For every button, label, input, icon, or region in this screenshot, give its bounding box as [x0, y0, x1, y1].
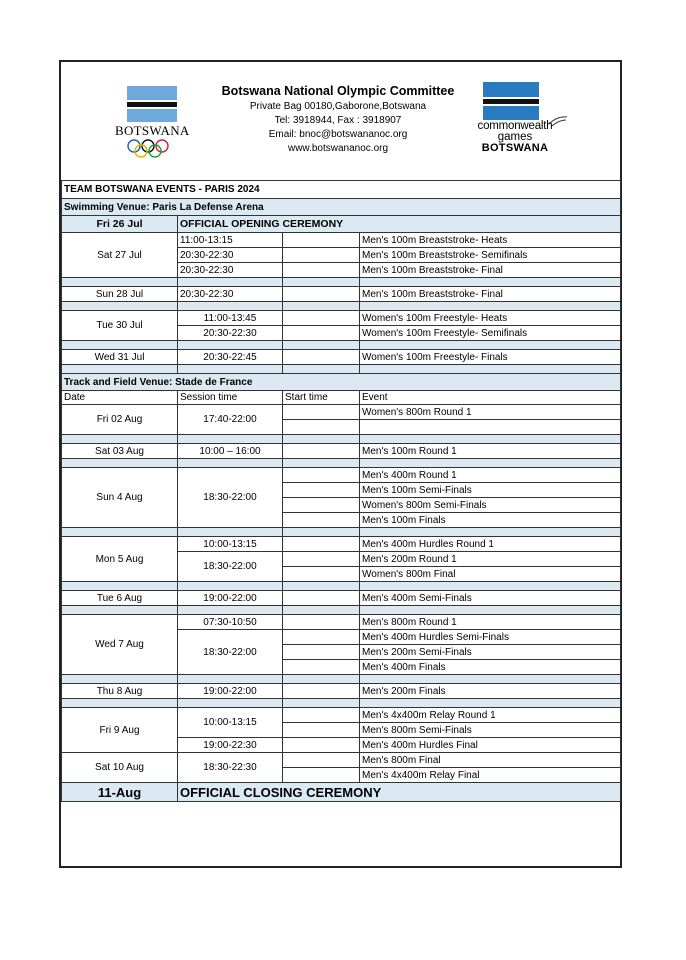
- day-date: Sun 28 Jul: [62, 287, 178, 302]
- athletics-event-row: [62, 444, 621, 459]
- session-time: 18:30-22:30: [178, 753, 283, 783]
- col-header-session: Session time: [178, 391, 283, 405]
- spacer-cell: [283, 606, 360, 615]
- swim-event-row: [62, 287, 621, 302]
- closing-ceremony-row: [62, 783, 621, 802]
- spacer-row: [62, 435, 621, 444]
- start-time-cell: [283, 483, 360, 498]
- event-name: Men's 200m Finals: [360, 684, 621, 699]
- day-date: Wed 7 Aug: [62, 615, 178, 675]
- spacer-cell: [360, 606, 621, 615]
- swim-event-row: [62, 350, 621, 365]
- event-name: Men's 400m Round 1: [360, 468, 621, 483]
- session-time: 18:30-22:00: [178, 630, 283, 675]
- spacer-cell: [360, 528, 621, 537]
- spacer-cell: [62, 435, 178, 444]
- event-name: Men's 100m Breaststroke- Semifinals: [360, 248, 621, 263]
- spacer-cell: [178, 528, 283, 537]
- event-name: Men's 800m Round 1: [360, 615, 621, 630]
- spacer-cell: [360, 302, 621, 311]
- athletics-event-row: [62, 684, 621, 699]
- session-time: 20:30-22:30: [178, 248, 283, 263]
- spacer-cell: [360, 699, 621, 708]
- event-name: Men's 400m Hurdles Final: [360, 738, 621, 753]
- start-time-cell: [283, 753, 360, 768]
- org-email: Email: bnoc@botswananoc.org: [268, 129, 408, 140]
- event-name: Men's 800m Final: [360, 753, 621, 768]
- event-name: Men's 4x400m Relay Final: [360, 768, 621, 783]
- spacer-cell: [283, 278, 360, 287]
- opening-ceremony-row: [62, 216, 621, 233]
- spacer-cell: [283, 528, 360, 537]
- spacer-cell: [360, 365, 621, 374]
- spacer-row: [62, 606, 621, 615]
- event-name: Men's 400m Hurdles Semi-Finals: [360, 630, 621, 645]
- spacer-cell: [178, 435, 283, 444]
- start-time-cell: [283, 513, 360, 528]
- table-title-row: [62, 181, 621, 199]
- athletics-event-row: [62, 537, 621, 552]
- session-time: 19:00-22:00: [178, 591, 283, 606]
- athletics-event-row: [62, 615, 621, 630]
- day-date: Tue 6 Aug: [62, 591, 178, 606]
- event-name: Women's 100m Freestyle- Finals: [360, 350, 621, 365]
- day-date: Tue 30 Jul: [62, 311, 178, 341]
- events-table-wrap: [61, 180, 620, 802]
- spacer-row: [62, 365, 621, 374]
- cwg-wordmark-line3: BOTSWANA: [481, 142, 549, 154]
- start-time-cell: [283, 537, 360, 552]
- opening-date: Fri 26 Jul: [62, 216, 178, 233]
- event-name: Men's 100m Breaststroke- Final: [360, 287, 621, 302]
- spacer-cell: [283, 435, 360, 444]
- opening-ceremony-label: OFFICIAL OPENING CEREMONY: [178, 216, 621, 233]
- start-time-cell: [283, 645, 360, 660]
- events-table: [61, 180, 621, 802]
- spacer-cell: [283, 302, 360, 311]
- swim-event-row: [62, 311, 621, 326]
- event-name: Men's 100m Breaststroke- Final: [360, 263, 621, 278]
- event-name: Men's 800m Semi-Finals: [360, 723, 621, 738]
- session-time: 18:30-22:00: [178, 552, 283, 582]
- spacer-cell: [62, 606, 178, 615]
- start-time-cell: [283, 444, 360, 459]
- session-time: 20:30-22:45: [178, 350, 283, 365]
- start-time-cell: [283, 248, 360, 263]
- org-name: Botswana National Olympic Committee: [221, 84, 455, 98]
- start-time-cell: [283, 660, 360, 675]
- session-time: 11:00-13:45: [178, 311, 283, 326]
- start-time-cell: [283, 738, 360, 753]
- spacer-cell: [360, 278, 621, 287]
- botswana-flag-icon: [127, 86, 177, 122]
- event-name: Men's 100m Semi-Finals: [360, 483, 621, 498]
- day-date: Thu 8 Aug: [62, 684, 178, 699]
- day-date: Fri 02 Aug: [62, 405, 178, 435]
- event-name: Men's 200m Round 1: [360, 552, 621, 567]
- swimming-venue-label: Swimming Venue: Paris La Defense Arena: [62, 199, 621, 216]
- event-name: Women's 100m Freestyle- Semifinals: [360, 326, 621, 341]
- spacer-cell: [283, 459, 360, 468]
- session-time: 10:00-13:15: [178, 708, 283, 738]
- event-name: Men's 100m Finals: [360, 513, 621, 528]
- session-time: 10:00 – 16:00: [178, 444, 283, 459]
- start-time-cell: [283, 630, 360, 645]
- start-time-cell: [283, 684, 360, 699]
- col-header-date: Date: [62, 391, 178, 405]
- day-date: Wed 31 Jul: [62, 350, 178, 365]
- athletics-event-row: [62, 753, 621, 768]
- cwg-wordmark-line2: games: [497, 131, 533, 143]
- spacer-cell: [178, 699, 283, 708]
- day-date: Mon 5 Aug: [62, 537, 178, 582]
- event-name: Men's 100m Breaststroke- Heats: [360, 233, 621, 248]
- spacer-cell: [283, 582, 360, 591]
- start-time-cell: [283, 420, 360, 435]
- spacer-cell: [178, 302, 283, 311]
- org-phone: Tel: 3918944, Fax : 3918907: [274, 115, 402, 126]
- cwg-wordmark-line1: commonwealth: [477, 120, 553, 132]
- session-time: 20:30-22:30: [178, 287, 283, 302]
- start-time-cell: [283, 405, 360, 420]
- event-name: Women's 800m Final: [360, 567, 621, 582]
- spacer-cell: [62, 528, 178, 537]
- start-time-cell: [283, 233, 360, 248]
- spacer-cell: [62, 699, 178, 708]
- org-contact-block: [193, 84, 483, 156]
- spacer-row: [62, 459, 621, 468]
- start-time-cell: [283, 468, 360, 483]
- athletics-event-row: [62, 591, 621, 606]
- closing-ceremony-label: OFFICIAL CLOSING CEREMONY: [178, 783, 621, 802]
- spacer-row: [62, 302, 621, 311]
- start-time-cell: [283, 287, 360, 302]
- col-header-start: Start time: [283, 391, 360, 405]
- athletics-event-row: [62, 708, 621, 723]
- venue-row: [62, 199, 621, 216]
- session-time: 18:30-22:00: [178, 468, 283, 528]
- session-time: 10:00-13:15: [178, 537, 283, 552]
- org-website: www.botswananoc.org: [287, 143, 389, 154]
- letterhead: [61, 62, 620, 180]
- start-time-cell: [283, 768, 360, 783]
- venue-row: [62, 374, 621, 391]
- event-name: Women's 800m Round 1: [360, 405, 621, 420]
- spacer-cell: [360, 341, 621, 350]
- spacer-cell: [62, 341, 178, 350]
- start-time-cell: [283, 708, 360, 723]
- table-title: TEAM BOTSWANA EVENTS - PARIS 2024: [62, 181, 621, 199]
- start-time-cell: [283, 567, 360, 582]
- event-name: Women's 100m Freestyle- Heats: [360, 311, 621, 326]
- botswana-wordmark: BOTSWANA: [115, 123, 190, 138]
- session-time: 19:00-22:30: [178, 738, 283, 753]
- spacer-row: [62, 341, 621, 350]
- spacer-row: [62, 699, 621, 708]
- start-time-cell: [283, 615, 360, 630]
- spacer-cell: [283, 365, 360, 374]
- day-date: Sun 4 Aug: [62, 468, 178, 528]
- spacer-cell: [360, 435, 621, 444]
- session-time: 20:30-22:30: [178, 326, 283, 341]
- spacer-cell: [62, 302, 178, 311]
- spacer-cell: [62, 582, 178, 591]
- event-name: [360, 420, 621, 435]
- start-time-cell: [283, 311, 360, 326]
- spacer-cell: [283, 675, 360, 684]
- spacer-cell: [360, 582, 621, 591]
- spacer-cell: [178, 459, 283, 468]
- schedule-sheet: [59, 60, 622, 868]
- spacer-cell: [360, 459, 621, 468]
- event-name: Men's 100m Round 1: [360, 444, 621, 459]
- event-name: Men's 400m Hurdles Round 1: [360, 537, 621, 552]
- event-name: Men's 400m Semi-Finals: [360, 591, 621, 606]
- session-time: 07:30-10:50: [178, 615, 283, 630]
- athletics-event-row: [62, 405, 621, 420]
- spacer-row: [62, 582, 621, 591]
- spacer-cell: [178, 582, 283, 591]
- start-time-cell: [283, 552, 360, 567]
- day-date: Fri 9 Aug: [62, 708, 178, 753]
- olympic-rings-icon: [125, 138, 183, 158]
- spacer-cell: [283, 341, 360, 350]
- column-header-row: [62, 391, 621, 405]
- day-date: Sat 27 Jul: [62, 233, 178, 278]
- session-time: 20:30-22:30: [178, 263, 283, 278]
- start-time-cell: [283, 498, 360, 513]
- start-time-cell: [283, 326, 360, 341]
- commonwealth-flag-icon: [483, 82, 539, 120]
- day-date: Sat 03 Aug: [62, 444, 178, 459]
- session-time: 17:40-22:00: [178, 405, 283, 435]
- start-time-cell: [283, 723, 360, 738]
- spacer-cell: [283, 699, 360, 708]
- event-name: Men's 4x400m Relay Round 1: [360, 708, 621, 723]
- spacer-row: [62, 278, 621, 287]
- spacer-cell: [62, 675, 178, 684]
- start-time-cell: [283, 350, 360, 365]
- day-date: Sat 10 Aug: [62, 753, 178, 783]
- session-time: 19:00-22:00: [178, 684, 283, 699]
- org-address: Private Bag 00180,Gaborone,Botswana: [249, 101, 427, 112]
- start-time-cell: [283, 263, 360, 278]
- session-time: 11:00-13:15: [178, 233, 283, 248]
- event-name: Women's 800m Semi-Finals: [360, 498, 621, 513]
- swim-event-row: [62, 233, 621, 248]
- spacer-cell: [360, 675, 621, 684]
- spacer-cell: [62, 459, 178, 468]
- col-header-event: Event: [360, 391, 621, 405]
- spacer-row: [62, 675, 621, 684]
- spacer-cell: [178, 365, 283, 374]
- closing-date: 11-Aug: [62, 783, 178, 802]
- spacer-cell: [178, 341, 283, 350]
- spacer-cell: [178, 606, 283, 615]
- athletics-venue-label: Track and Field Venue: Stade de France: [62, 374, 621, 391]
- spacer-cell: [178, 278, 283, 287]
- event-name: Men's 400m Finals: [360, 660, 621, 675]
- event-name: Men's 200m Semi-Finals: [360, 645, 621, 660]
- spacer-cell: [62, 365, 178, 374]
- spacer-cell: [62, 278, 178, 287]
- spacer-cell: [178, 675, 283, 684]
- athletics-event-row: [62, 468, 621, 483]
- start-time-cell: [283, 591, 360, 606]
- spacer-row: [62, 528, 621, 537]
